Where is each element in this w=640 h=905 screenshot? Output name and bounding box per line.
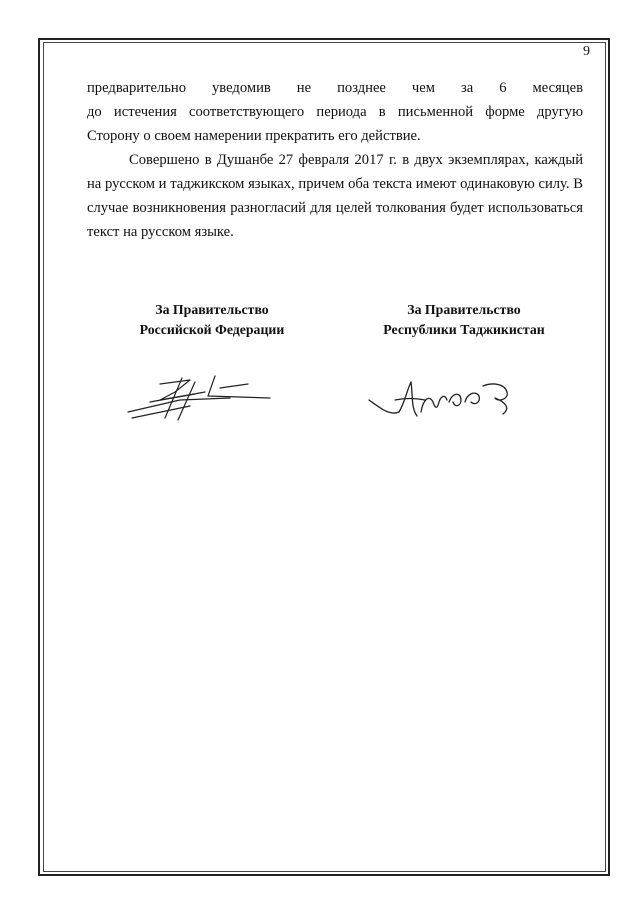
signature-tajikistan: [365, 372, 535, 427]
signatory-russia: [82, 300, 342, 340]
signature-russia: [120, 370, 280, 430]
paragraph-2: Совершено в Душанбе 27 февраля 2017 г. в двух экземплярах, каждый на русском и таджикском языках, причем оба текста имеют одинаковую силу. В случае возникновения разногласий для целей толкования будет использоваться текст на русском языке.: [87, 152, 583, 240]
signatory-tajikistan: [334, 300, 594, 340]
signatory-russia-line-1: За Правительство: [155, 302, 269, 317]
signatory-tajikistan-line-2: Республики Таджикистан: [383, 322, 545, 337]
paragraph-1-line-3: Сторону о своем намерении прекратить его действие.: [87, 128, 421, 144]
paragraph-1-line-1: предварительно уведомив не позднее чем за 6 месяцев: [87, 80, 583, 96]
body-text: [87, 76, 583, 244]
signatory-tajikistan-line-1: За Правительство: [407, 302, 521, 317]
paragraph-1-line-2: до истечения соответствующего периода в письменной форме другую: [87, 104, 583, 120]
signatory-russia-line-2: Российской Федерации: [139, 322, 285, 337]
paragraph-1: [87, 76, 583, 148]
page-number: 9: [583, 44, 590, 59]
